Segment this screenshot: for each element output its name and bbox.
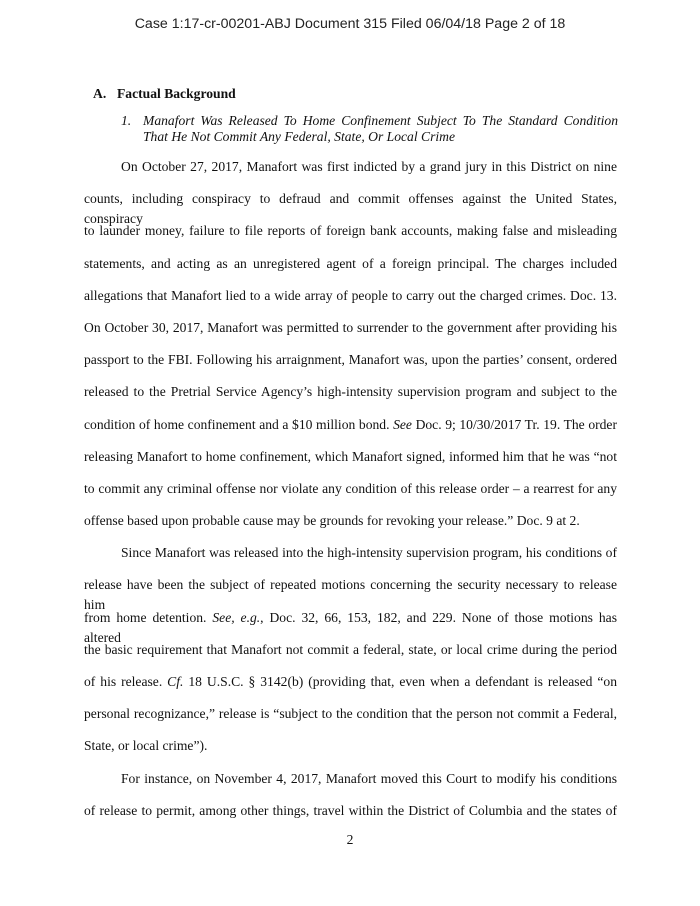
paragraph-line	[84, 608, 617, 645]
text-segment: On October 27, 2017, Manafort was first indicted by a grand jury in this District on nine	[121, 159, 617, 174]
document-body	[84, 157, 617, 833]
text-segment: to launder money, failure to file reports of foreign bank accounts, making false and misleading	[84, 223, 617, 239]
text-segment: passport to the FBI. Following his arraignment, Manafort was, upon the parties’ consent, ordered	[84, 352, 617, 368]
text-segment: to commit any criminal offense nor violate any condition of this release order – a rearrest for any	[84, 480, 617, 496]
subsection-title-line: Manafort Was Released To Home Confinement Subject To The Standard Condition	[143, 113, 618, 128]
text-segment: personal recognizance,” release is “subject to the condition that the person not commit a Federal,	[84, 706, 617, 722]
citation-signal: See, e.g.	[212, 609, 261, 625]
text-segment: statements, and acting as an unregistered agent of a foreign principal. The charges included	[84, 255, 617, 271]
case-header: Case 1:17-cr-00201-ABJ Document 315 Filed 06/04/18 Page 2 of 18	[134, 16, 566, 32]
citation-signal: See	[393, 416, 412, 432]
paragraph-line	[84, 286, 617, 318]
text-segment: released to the Pretrial Service Agency’s high-intensity supervision program and subject to the	[84, 384, 617, 400]
section-title: Factual Background	[117, 86, 236, 101]
text-segment: allegations that Manafort lied to a wide array of people to carry out the charged crimes. Doc. 13.	[84, 287, 617, 303]
paragraph-line	[84, 640, 617, 672]
text-segment: State, or local crime”).	[84, 738, 208, 754]
text-segment: condition of home confinement and a $10 million bond.	[84, 416, 394, 432]
paragraph-line	[84, 221, 617, 253]
text-segment: from home detention.	[84, 609, 213, 625]
text-segment: the basic requirement that Manafort not commit a federal, state, or local crime during the period	[84, 641, 617, 657]
citation-signal: Cf.	[167, 674, 184, 689]
page-number: 2	[346, 832, 354, 847]
paragraph-line	[84, 704, 617, 736]
paragraph-line	[84, 736, 617, 768]
text-segment: of release to permit, among other things, travel within the District of Columbia and the states of	[84, 802, 617, 818]
paragraph-line	[84, 769, 617, 801]
paragraph-line	[84, 318, 617, 350]
text-segment: offense based upon probable cause may be grounds for revoking your release.” Doc. 9 at 2.	[84, 513, 580, 529]
paragraph-line	[84, 801, 617, 833]
paragraph-line	[84, 543, 617, 575]
paragraph-line	[84, 575, 617, 613]
subsection-number: 1.	[121, 113, 132, 128]
text-segment: For instance, on November 4, 2017, Manafort moved this Court to modify his conditions	[121, 770, 617, 786]
text-segment: of his release.	[84, 674, 168, 689]
paragraph-line	[84, 479, 617, 511]
section-label: A.	[93, 86, 107, 101]
paragraph-line	[84, 189, 617, 227]
text-segment: , Doc. 32, 66, 153, 182, and 229. None of those motions has altered	[84, 609, 617, 645]
text-segment: release have been the subject of repeated motions concerning the security necessary to release him	[84, 577, 617, 613]
text-segment: On October 30, 2017, Manafort was permitted to surrender to the government after providing his	[84, 319, 617, 335]
text-segment: releasing Manafort to home confinement, which Manafort signed, informed him that he was “not	[84, 448, 617, 464]
paragraph-line	[84, 254, 617, 286]
paragraph-line	[84, 447, 617, 479]
text-segment: Since Manafort was released into the high-intensity supervision program, his conditions of	[121, 545, 617, 561]
section-heading	[93, 86, 236, 102]
text-segment: Doc. 9; 10/30/2017 Tr. 19. The order	[411, 416, 617, 432]
text-segment: counts, including conspiracy to defraud and commit offenses against the United States, conspiracy	[84, 191, 617, 227]
paragraph-line	[84, 382, 617, 414]
subsection-title-line: That He Not Commit Any Federal, State, Or Local Crime	[143, 129, 456, 144]
paragraph-line	[84, 157, 617, 189]
paragraph-line	[84, 672, 617, 704]
paragraph-line	[84, 415, 617, 447]
text-segment: 18 U.S.C. § 3142(b) (providing that, even when a defendant is released “on	[183, 674, 617, 689]
subsection-heading	[121, 113, 618, 145]
paragraph-line	[84, 350, 617, 382]
paragraph-line	[84, 511, 617, 543]
